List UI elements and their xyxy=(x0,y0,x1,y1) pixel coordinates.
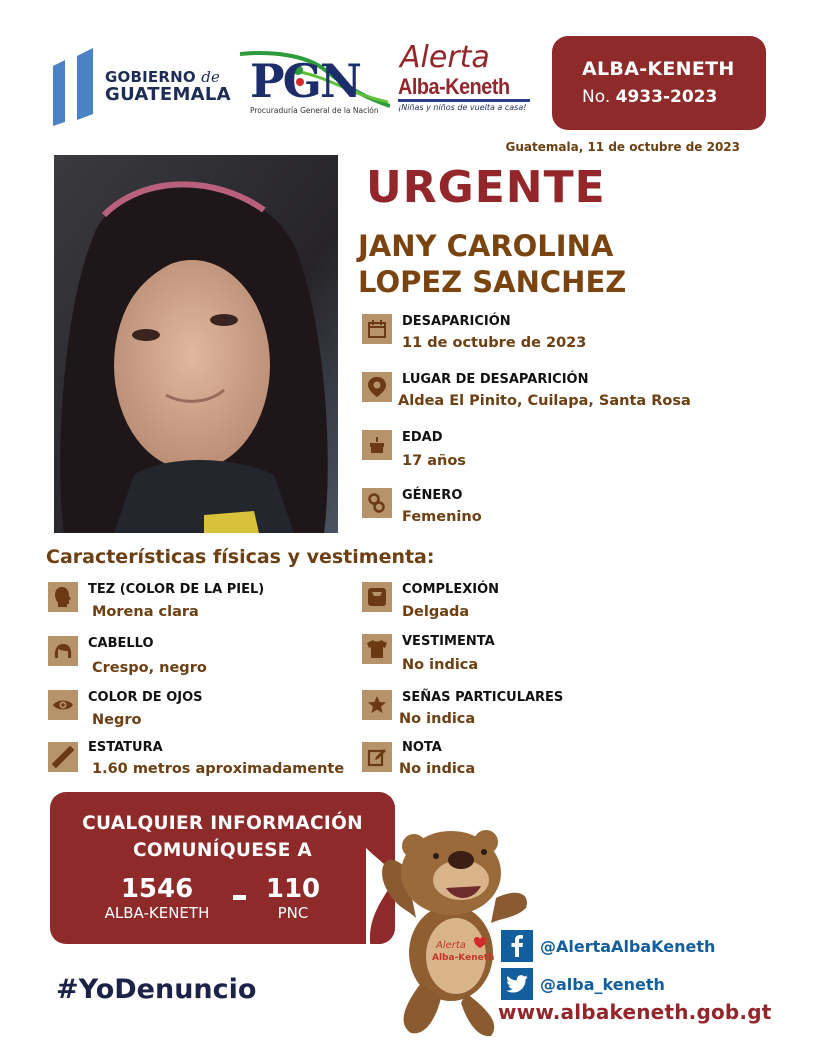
case-number-badge xyxy=(552,36,766,130)
scale-icon xyxy=(362,582,392,612)
phone-separator xyxy=(233,895,246,900)
contact-heading: CUALQUIER INFORMACIÓN COMUNÍQUESE A xyxy=(82,813,363,861)
gobierno-logo-bars xyxy=(53,48,97,126)
urgency-heading: URGENTE xyxy=(366,162,606,213)
alerta-logo-word: Alerta xyxy=(400,40,490,75)
photo-portrait xyxy=(54,155,338,533)
hashtag: #YoDenuncio xyxy=(56,974,257,1005)
facebook-icon xyxy=(501,930,533,962)
phone-pnc[interactable]: 110 xyxy=(265,874,321,904)
phone-alba-keneth-label: ALBA-KENETH xyxy=(104,904,210,922)
facebook-link[interactable] xyxy=(501,930,715,962)
characteristics-heading: Características físicas y vestimenta: xyxy=(46,546,435,568)
contact-info-box xyxy=(50,792,395,944)
phone-alba-keneth[interactable]: 1546 xyxy=(120,874,194,904)
head-icon xyxy=(48,582,78,612)
gender-icon xyxy=(362,488,392,518)
case-number: No. 4933-2023 xyxy=(582,87,718,107)
gobierno-logo-text: GOBIERNO de GUATEMALA xyxy=(105,68,231,105)
twitter-link[interactable] xyxy=(501,968,665,1000)
location-pin-icon xyxy=(362,372,392,402)
phone-pnc-label: PNC xyxy=(277,904,309,922)
website-link[interactable]: www.albakeneth.gob.gt xyxy=(498,1000,772,1024)
pgn-logo: PGN xyxy=(250,54,360,108)
missing-person-name: JANY CAROLINA LOPEZ SANCHEZ xyxy=(358,229,627,299)
publication-date: Guatemala, 11 de octubre de 2023 xyxy=(505,140,740,154)
star-icon xyxy=(362,690,392,720)
mascot-badge-word: Alerta xyxy=(436,940,466,951)
pgn-subtitle: Procuraduría General de la Nación xyxy=(250,106,379,115)
case-title: ALBA-KENETH xyxy=(582,58,735,80)
twitter-handle: @alba_keneth xyxy=(540,974,665,994)
facebook-handle: @AlertaAlbaKeneth xyxy=(540,936,716,956)
mascot-badge-name: Alba-Keneth xyxy=(432,953,495,963)
calendar-icon xyxy=(362,314,392,344)
alerta-logo-underline xyxy=(398,99,530,102)
shirt-icon xyxy=(362,634,392,664)
ruler-icon xyxy=(48,742,78,772)
alerta-logo-tagline: ¡Niñas y niños de vuelta a casa! xyxy=(398,103,527,112)
hair-icon xyxy=(48,636,78,666)
cake-icon xyxy=(362,430,392,460)
eye-icon xyxy=(48,690,78,720)
alerta-logo-name: Alba-Keneth xyxy=(398,74,510,99)
missing-person-photo xyxy=(54,155,338,533)
note-edit-icon xyxy=(362,742,392,772)
twitter-icon xyxy=(501,968,533,1000)
